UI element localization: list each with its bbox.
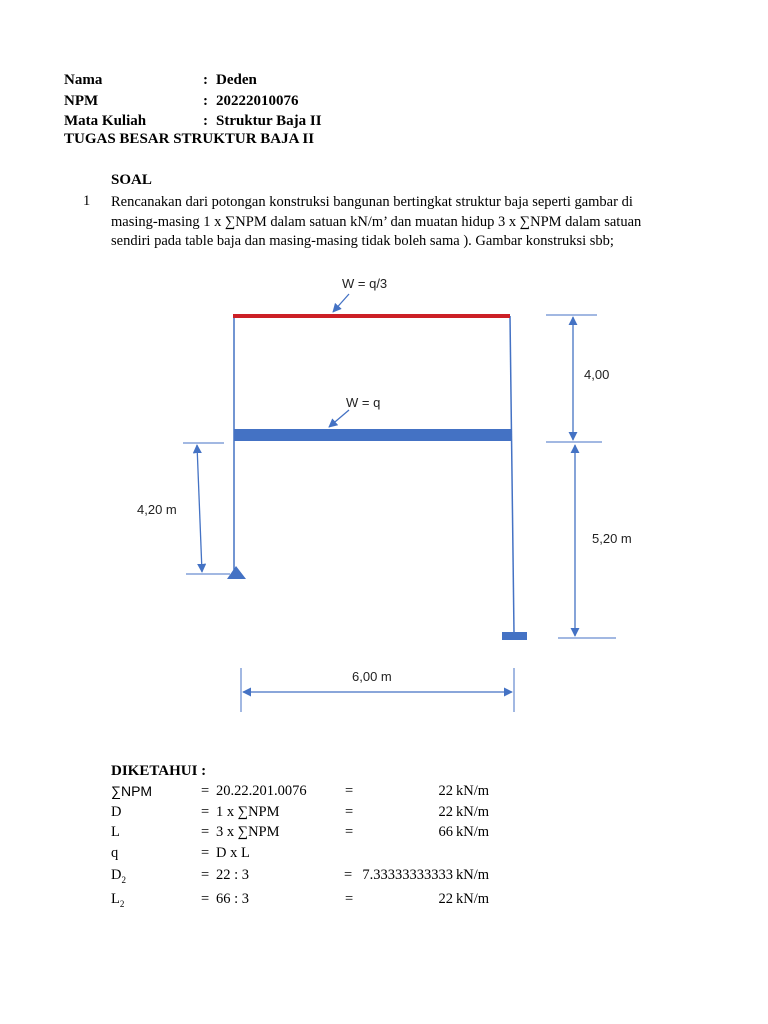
known-eq: = (201, 845, 210, 861)
known-row (0, 824, 768, 846)
known-unit: kN/m (456, 891, 490, 907)
known-label (111, 891, 124, 909)
known-row (0, 783, 768, 805)
question-line: sendiri pada table baja dan masing-masing tidak boleh sama ). Gambar konstruksi sbb; (111, 233, 614, 249)
known-heading: DIKETAHUI : (111, 763, 207, 779)
known-eq: = (345, 824, 354, 840)
known-value: 22 (438, 804, 453, 820)
known-label: L (111, 824, 120, 840)
known-value: 22 (438, 783, 453, 799)
info-colon: : (203, 93, 208, 109)
fixed-support (502, 632, 527, 640)
known-eq: = (344, 867, 353, 883)
middle-beam (234, 429, 511, 441)
dim-lower-right-label: 5,20 m (592, 531, 632, 546)
known-eq: = (201, 867, 210, 883)
right-column (510, 316, 514, 633)
known-label: D (111, 804, 122, 820)
known-value: 66 (438, 824, 453, 840)
known-expr: 3 x ∑NPM (216, 824, 280, 840)
known-expr: D x L (216, 845, 250, 861)
dim-upper-label: 4,00 (584, 367, 610, 382)
known-label-sub: 2 (121, 874, 126, 885)
info-label: Mata Kuliah (64, 113, 147, 129)
known-row (0, 804, 768, 826)
known-eq: = (201, 891, 210, 907)
mid-load-arrow (329, 410, 349, 427)
top-load-label: W = q/3 (342, 276, 388, 291)
dim-lower-left-label: 4,20 m (137, 502, 177, 517)
known-row (0, 867, 768, 889)
document-title: TUGAS BESAR STRUKTUR BAJA II (64, 131, 315, 147)
known-row (0, 891, 768, 913)
known-label (111, 867, 126, 885)
known-eq: = (345, 783, 354, 799)
known-label: ∑NPM (111, 783, 153, 799)
known-label-main: L (111, 891, 120, 907)
known-unit: kN/m (456, 804, 490, 820)
known-eq: = (201, 804, 210, 820)
top-load-arrow (333, 294, 349, 312)
known-eq: = (345, 804, 354, 820)
section-heading: SOAL (111, 172, 152, 188)
info-colon: : (203, 72, 208, 88)
known-label-main: D (111, 867, 122, 883)
known-label-sub: 2 (119, 898, 125, 909)
dim-span-label: 6,00 m (352, 669, 392, 684)
known-unit: kN/m (456, 867, 490, 883)
question-line: masing-masing 1 x ∑NPM dalam satuan kN/m’ dan muatan hidup 3 x ∑NPM dalam satuan (111, 213, 641, 230)
known-unit: kN/m (456, 783, 490, 799)
mid-load-label: W = q (346, 395, 381, 410)
known-row (0, 845, 768, 867)
pin-support (227, 566, 246, 579)
info-colon: : (203, 113, 208, 129)
known-value: 7.33333333333 (362, 867, 453, 883)
known-expr: 66 : 3 (216, 891, 250, 907)
info-value: Struktur Baja II (216, 113, 322, 129)
known-expr: 1 x ∑NPM (216, 804, 280, 820)
known-eq: = (345, 891, 354, 907)
info-value: Deden (216, 72, 257, 88)
known-value: 22 (438, 891, 453, 907)
question-number: 1 (83, 193, 91, 209)
dim-lower-left-arrow (197, 445, 202, 572)
known-eq: = (201, 824, 210, 840)
known-expr: 22 : 3 (216, 867, 250, 883)
question-line: Rencanakan dari potongan konstruksi bangunan bertingkat struktur baja seperti gambar di (111, 194, 633, 210)
info-value: 20222010076 (216, 93, 299, 109)
known-label: q (111, 845, 119, 861)
known-eq: = (201, 783, 210, 799)
known-expr: 20.22.201.0076 (216, 783, 307, 799)
known-unit: kN/m (456, 824, 490, 840)
info-label: Nama (64, 72, 103, 88)
info-label: NPM (64, 93, 99, 109)
